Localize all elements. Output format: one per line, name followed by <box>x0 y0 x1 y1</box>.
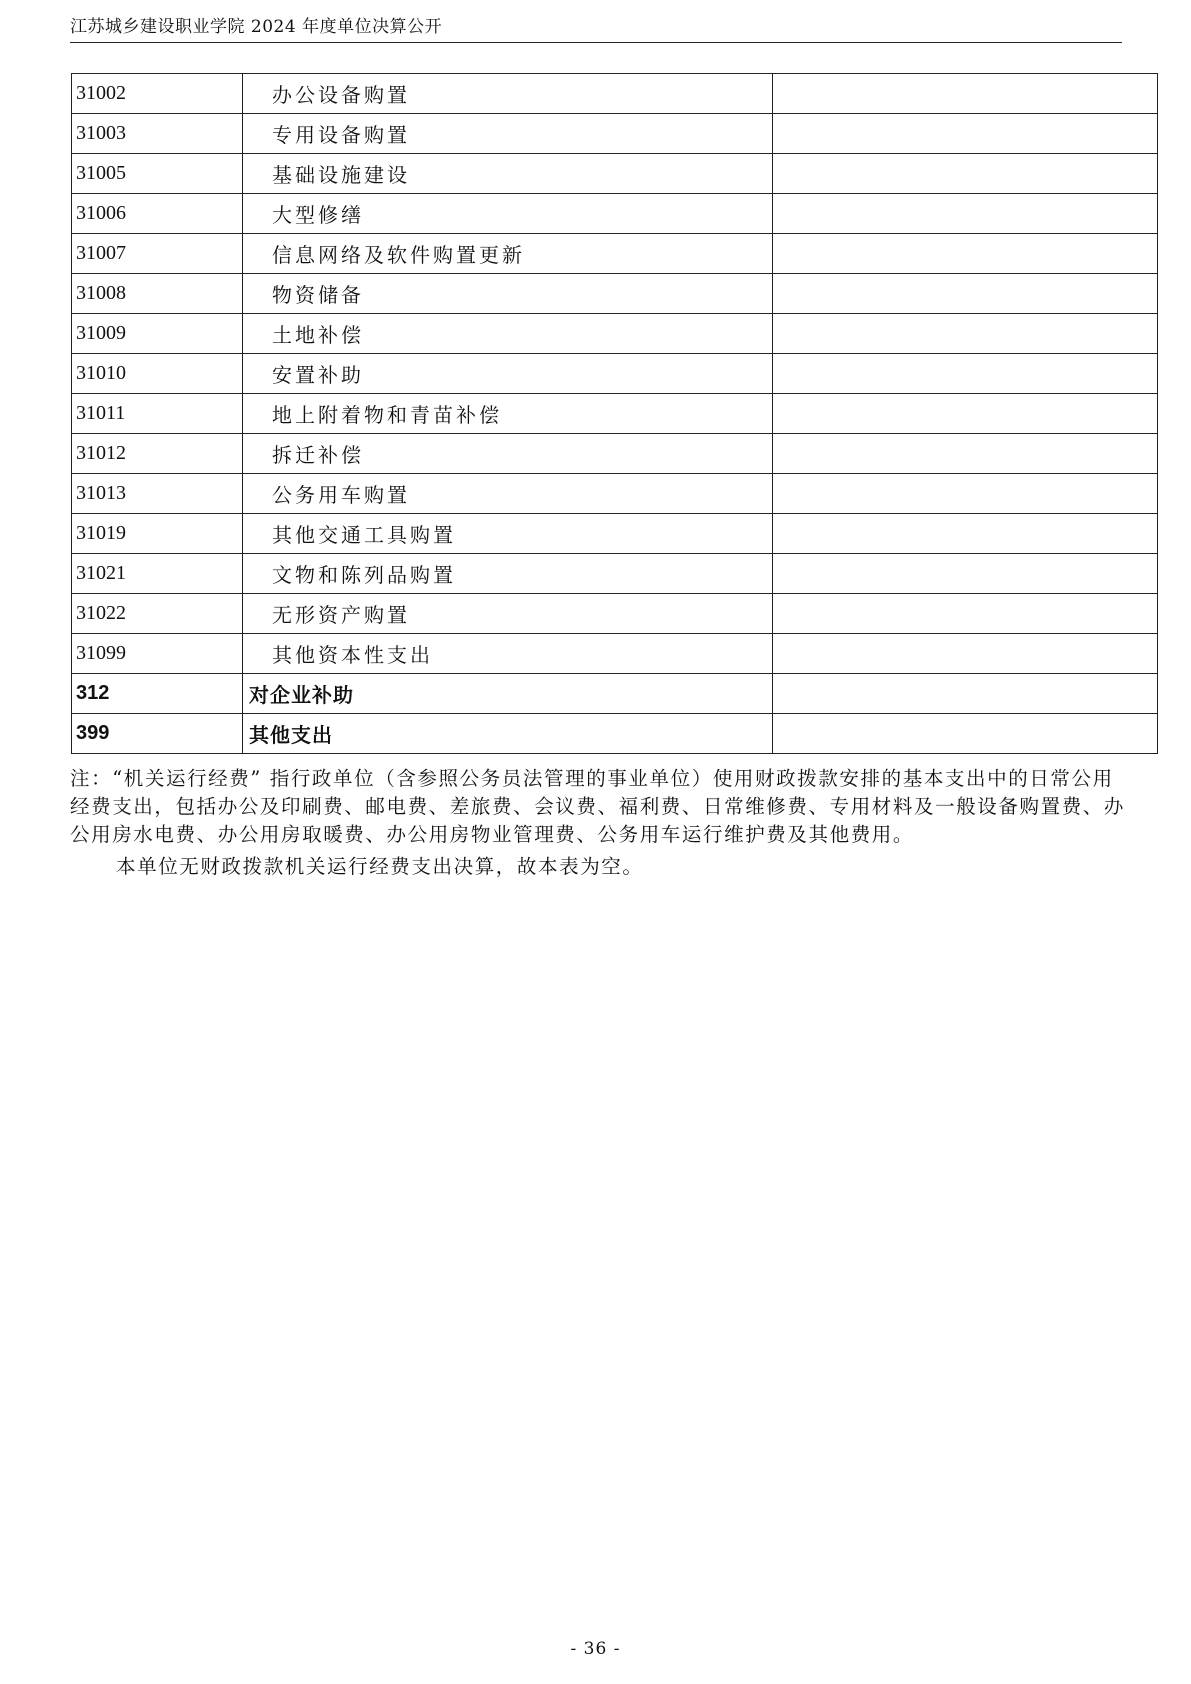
row-name: 土地补偿 <box>243 314 773 354</box>
row-name: 物资储备 <box>243 274 773 314</box>
row-name: 办公设备购置 <box>243 74 773 114</box>
table-row <box>72 154 1158 194</box>
table-row <box>72 114 1158 154</box>
row-name: 对企业补助 <box>243 674 773 714</box>
row-code: 31099 <box>72 634 243 674</box>
row-value <box>773 154 1158 194</box>
row-value <box>773 554 1158 594</box>
table-row <box>72 514 1158 554</box>
row-code: 31008 <box>72 274 243 314</box>
row-name: 信息网络及软件购置更新 <box>243 234 773 274</box>
row-value <box>773 674 1158 714</box>
table-row <box>72 234 1158 274</box>
row-code: 31022 <box>72 594 243 634</box>
row-code: 31012 <box>72 434 243 474</box>
row-name: 安置补助 <box>243 354 773 394</box>
row-code: 31021 <box>72 554 243 594</box>
row-code: 31010 <box>72 354 243 394</box>
table-row <box>72 714 1158 754</box>
row-code: 312 <box>72 674 243 714</box>
row-value <box>773 434 1158 474</box>
table-row <box>72 194 1158 234</box>
row-code: 31003 <box>72 114 243 154</box>
row-name: 拆迁补偿 <box>243 434 773 474</box>
row-value <box>773 354 1158 394</box>
row-value <box>773 474 1158 514</box>
row-name: 其他支出 <box>243 714 773 754</box>
row-value <box>773 394 1158 434</box>
table-row <box>72 274 1158 314</box>
table-row <box>72 594 1158 634</box>
table-row <box>72 354 1158 394</box>
row-name: 其他交通工具购置 <box>243 514 773 554</box>
table-row <box>72 314 1158 354</box>
row-name: 公务用车购置 <box>243 474 773 514</box>
row-value <box>773 314 1158 354</box>
row-code: 31011 <box>72 394 243 434</box>
row-code: 31009 <box>72 314 243 354</box>
row-code: 31005 <box>72 154 243 194</box>
document-header: 江苏城乡建设职业学院 2024 年度单位决算公开 <box>70 17 443 37</box>
row-value <box>773 514 1158 554</box>
expenditure-table <box>71 73 1158 754</box>
table-row <box>72 74 1158 114</box>
table-row <box>72 554 1158 594</box>
row-value <box>773 594 1158 634</box>
row-name: 无形资产购置 <box>243 594 773 634</box>
page-number: - 36 - <box>570 1639 621 1659</box>
row-code: 31019 <box>72 514 243 554</box>
row-name: 地上附着物和青苗补偿 <box>243 394 773 434</box>
row-name: 其他资本性支出 <box>243 634 773 674</box>
row-value <box>773 114 1158 154</box>
table-note: 注：“机关运行经费” 指行政单位（含参照公务员法管理的事业单位）使用财政拨款安排的基本支出中的日常公用经费支出，包括办公及印刷费、邮电费、差旅费、会议费、福利费、日常维修费、专用材料及一般设备购置费、办公用房水电费、办公用房取暖费、办公用房物业管理费、公务用车运行维护费及其他费用。 <box>70 767 1126 846</box>
row-name: 文物和陈列品购置 <box>243 554 773 594</box>
table-row <box>72 634 1158 674</box>
row-code: 31013 <box>72 474 243 514</box>
row-value <box>773 274 1158 314</box>
table-row <box>72 474 1158 514</box>
table-row <box>72 434 1158 474</box>
table-row <box>72 674 1158 714</box>
row-code: 31007 <box>72 234 243 274</box>
row-code: 31006 <box>72 194 243 234</box>
empty-table-note: 本单位无财政拨款机关运行经费支出决算，故本表为空。 <box>116 855 644 878</box>
header-divider <box>70 42 1122 43</box>
expenditure-table-body <box>72 74 1158 754</box>
row-value <box>773 194 1158 234</box>
row-code: 399 <box>72 714 243 754</box>
row-value <box>773 234 1158 274</box>
row-value <box>773 714 1158 754</box>
row-name: 基础设施建设 <box>243 154 773 194</box>
row-name: 大型修缮 <box>243 194 773 234</box>
row-name: 专用设备购置 <box>243 114 773 154</box>
row-code: 31002 <box>72 74 243 114</box>
row-value <box>773 74 1158 114</box>
table-row <box>72 394 1158 434</box>
row-value <box>773 634 1158 674</box>
